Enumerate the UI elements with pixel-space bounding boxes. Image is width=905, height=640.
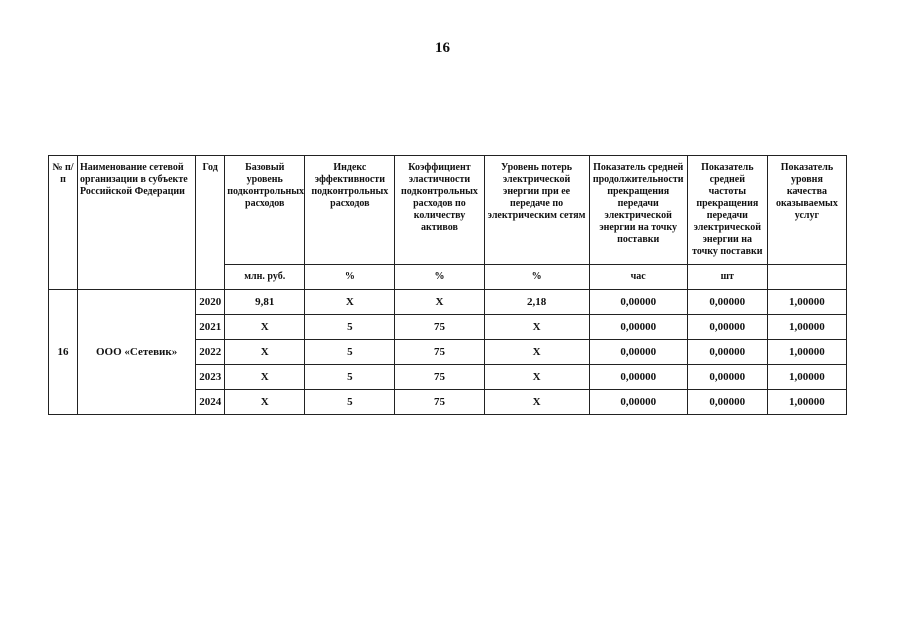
duration-cell: 0,00000 [589, 340, 687, 365]
year-cell: 2020 [196, 290, 225, 315]
year-cell: 2023 [196, 365, 225, 390]
duration-cell: 0,00000 [589, 315, 687, 340]
table-header-row [49, 156, 847, 265]
header-eff-index: Индекс эффективности подконтрольных расходов [305, 156, 395, 265]
unit-cell: % [484, 265, 589, 290]
quality-cell: 1,00000 [767, 390, 846, 415]
duration-cell: 0,00000 [589, 390, 687, 415]
org-num: 16 [49, 290, 78, 415]
eff-index-cell: 5 [305, 390, 395, 415]
elasticity-cell: 75 [395, 315, 484, 340]
loss-level-cell: Х [484, 390, 589, 415]
year-cell: 2021 [196, 315, 225, 340]
header-org-name: Наименование сетевой организации в субъекте Российской Федерации [78, 156, 196, 290]
header-quality: Показатель уровня качества оказываемых услуг [767, 156, 846, 265]
quality-cell: 1,00000 [767, 340, 846, 365]
frequency-cell: 0,00000 [687, 315, 767, 340]
base-cost-cell: Х [225, 390, 305, 415]
header-year: Год [196, 156, 225, 290]
frequency-cell: 0,00000 [687, 365, 767, 390]
unit-cell: млн. руб. [225, 265, 305, 290]
elasticity-cell: 75 [395, 390, 484, 415]
quality-cell: 1,00000 [767, 290, 846, 315]
header-base-cost: Базовый уровень подконтрольных расходов [225, 156, 305, 265]
duration-cell: 0,00000 [589, 290, 687, 315]
year-cell: 2022 [196, 340, 225, 365]
unit-cell: % [395, 265, 484, 290]
elasticity-cell: 75 [395, 365, 484, 390]
page-number: 16 [435, 40, 450, 56]
base-cost-cell: Х [225, 315, 305, 340]
base-cost-cell: Х [225, 365, 305, 390]
quality-cell: 1,00000 [767, 315, 846, 340]
year-cell: 2024 [196, 390, 225, 415]
unit-cell: шт [687, 265, 767, 290]
header-num: № п/п [49, 156, 78, 290]
quality-cell: 1,00000 [767, 365, 846, 390]
elasticity-cell: 75 [395, 340, 484, 365]
unit-cell: % [305, 265, 395, 290]
base-cost-cell: 9,81 [225, 290, 305, 315]
eff-index-cell: 5 [305, 365, 395, 390]
loss-level-cell: Х [484, 315, 589, 340]
table-row [49, 290, 847, 315]
frequency-cell: 0,00000 [687, 390, 767, 415]
base-cost-cell: Х [225, 340, 305, 365]
frequency-cell: 0,00000 [687, 340, 767, 365]
header-frequency: Показатель средней частоты прекращения передачи электрической энергии на точку поставки [687, 156, 767, 265]
unit-cell: час [589, 265, 687, 290]
eff-index-cell: 5 [305, 340, 395, 365]
eff-index-cell: Х [305, 290, 395, 315]
tariff-table [48, 155, 847, 415]
header-loss-level: Уровень потерь электрической энергии при ее передаче по электрическим сетям [484, 156, 589, 265]
loss-level-cell: Х [484, 340, 589, 365]
header-elasticity: Коэффициент эластичности подконтрольных расходов по количеству активов [395, 156, 484, 265]
duration-cell: 0,00000 [589, 365, 687, 390]
frequency-cell: 0,00000 [687, 290, 767, 315]
loss-level-cell: Х [484, 365, 589, 390]
unit-cell [767, 265, 846, 290]
elasticity-cell: Х [395, 290, 484, 315]
eff-index-cell: 5 [305, 315, 395, 340]
org-name: ООО «Сетевик» [78, 290, 196, 415]
loss-level-cell: 2,18 [484, 290, 589, 315]
header-duration: Показатель средней продолжительности прекращения передачи электрической энергии на точку поставки [589, 156, 687, 265]
